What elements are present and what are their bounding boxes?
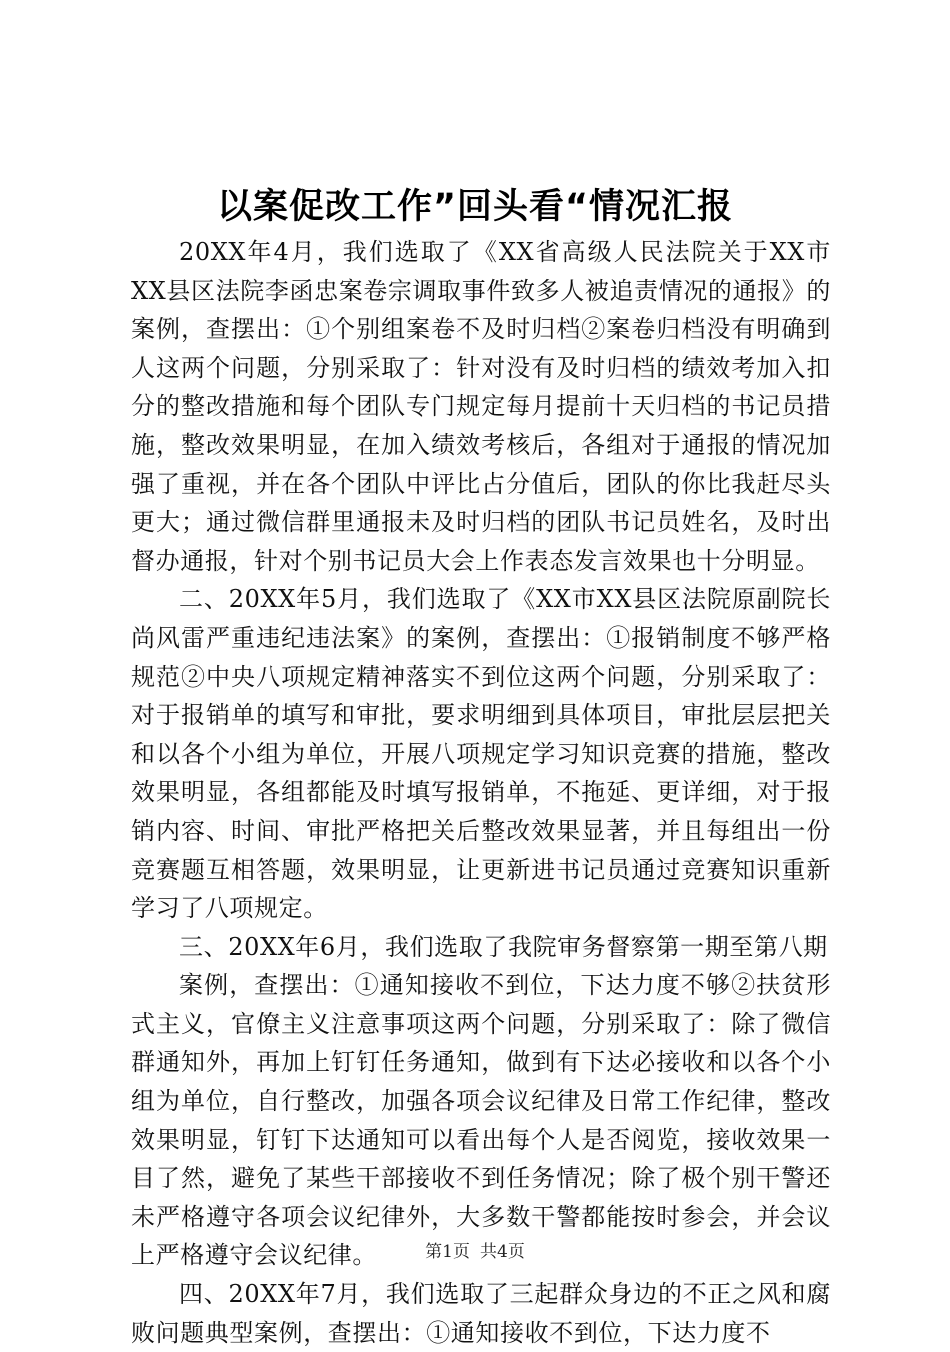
paragraph: 四、20XX年7月，我们选取了三起群众身边的不正之风和腐败问题典型案例，查摆出：①通知接收不到位，下达力度不 (131, 1280, 831, 1347)
paragraph: 三、20XX年6月，我们选取了我院审务督察第一期至第八期 (179, 932, 828, 961)
paragraph: 案例，查摆出：①通知接收不到位，下达力度不够②扶贫形式主义，官僚主义注意事项这两个问题，分别采取了：除了微信群通知外，再加上钉钉任务通知，做到有下达必接收和以各个小组为单位，自行整改，加强各项会议纪律及日常工作纪律，整改效果明显，钉钉下达通知可以看出每个人是否阅览，接收效果一目了然，避免了某些干部接收不到任务情况；除了极个别干警还未严格遵守各项会议纪律外，大多数干警都能按时参会，并会议上严格遵守会议纪律。 (131, 971, 831, 1270)
paragraph: 二、20XX年5月，我们选取了《XX市XX县区法院原副院长尚风雷严重违纪违法案》的案例，查摆出：①报销制度不够严格规范②中央八项规定精神落实不到位这两个问题，分别采取了：对于报销单的填写和审批，要求明细到具体项目，审批层层把关和以各个小组为单位，开展八项规定学习知识竞赛的措施，整改效果明显，各组都能及时填写报销单，不拖延、更详细，对于报销内容、时间、审批严格把关后整改效果显著，并且每组出一份竞赛题互相答题，效果明显，让更新进书记员通过竞赛知识重新学习了八项规定。 (131, 585, 831, 923)
page-footer (0, 1240, 950, 1264)
page-total: 共4页 (480, 1242, 525, 1262)
document-title: 以案促改工作”回头看“情况汇报 (216, 187, 733, 227)
document-body (131, 233, 831, 1352)
page-number: 第1页 (425, 1242, 470, 1262)
paragraph: 20XX年4月，我们选取了《XX省高级人民法院关于XX市XX县区法院李函忠案卷宗调取事件致多人被追责情况的通报》的案例，查摆出：①个别组案卷不及时归档②案卷归档没有明确到人这两个问题，分别采取了：针对没有及时归档的绩效考加入扣分的整改措施和每个团队专门规定每月提前十天归档的书记员措施，整改效果明显，在加入绩效考核后，各组对于通报的情况加强了重视，并在各个团队中评比占分值后，团队的你比我赶尽头更大；通过微信群里通报未及时归档的团队书记员姓名，及时出督办通报，针对个别书记员大会上作表态发言效果也十分明显。 (131, 238, 831, 575)
